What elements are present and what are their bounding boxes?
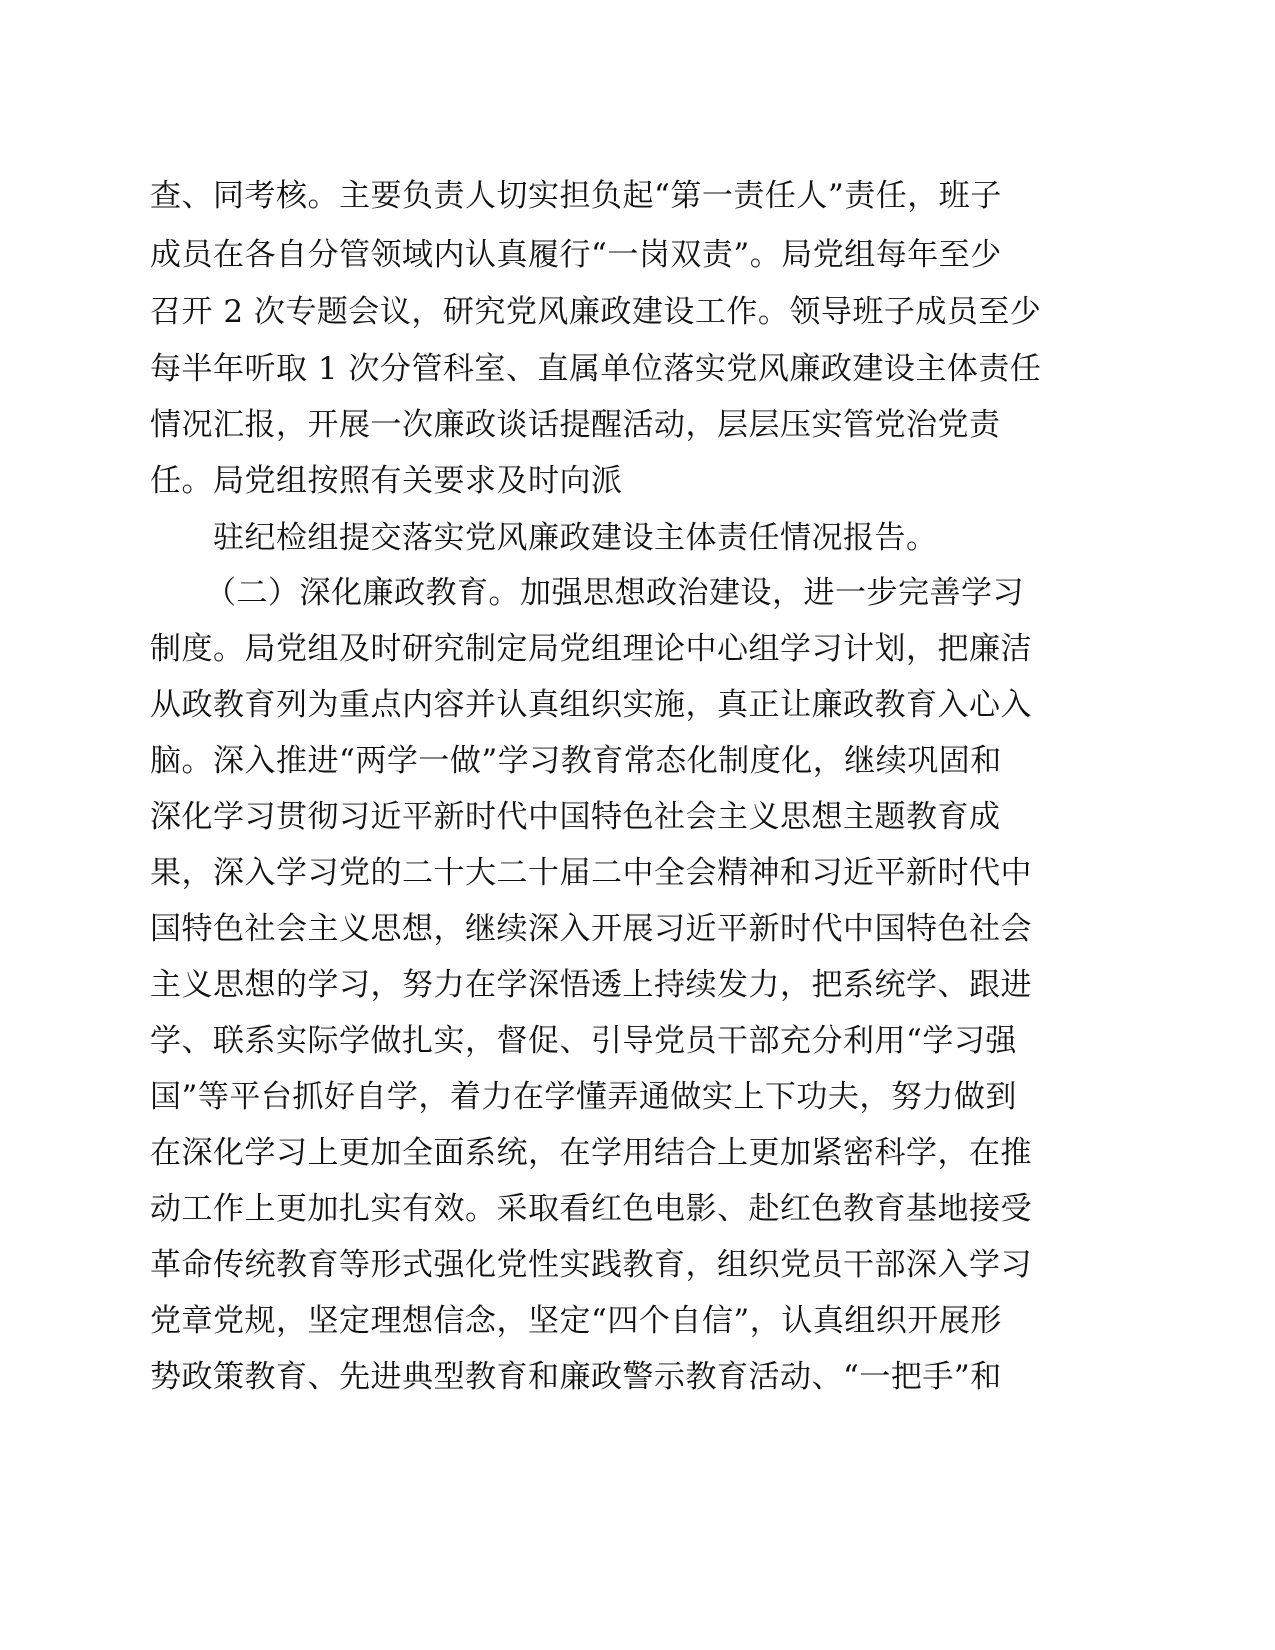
text-line: 从政教育列为重点内容并认真组织实施，真正让廉政教育入心入 (150, 687, 1032, 723)
text-line: 在深化学习上更加全面系统，在学用结合上更加紧密科学，在推 (150, 1135, 1032, 1171)
text-line: 国”等平台抓好自学，着力在学懂弄通做实上下功夫，努力做到 (150, 1079, 1017, 1115)
text-line: 召开 2 次专题会议，研究党风廉政建设工作。领导班子成员至少 (150, 294, 1042, 330)
paragraph-first-line: 驻纪检组提交落实党风廉政建设主体责任情况报告。 (213, 520, 938, 556)
text-line: 革命传统教育等形式强化党性实践教育，组织党员干部深入学习 (150, 1247, 1032, 1283)
text-line: 动工作上更加扎实有效。采取看红色电影、赴红色教育基地接受 (150, 1191, 1032, 1227)
text-line: 情况汇报，开展一次廉政谈话提醒活动，层层压实管党治党责 (150, 407, 1001, 443)
text-line: 查、同考核。主要负责人切实担负起“第一责任人”责任，班子 (150, 178, 1002, 214)
text-line: 脑。深入推进“两学一做”学习教育常态化制度化，继续巩固和 (150, 743, 1002, 779)
text-line: 制度。局党组及时研究制定局党组理论中心组学习计划，把廉洁 (150, 631, 1032, 667)
section-heading-line: （二）深化廉政教育。加强思想政治建设，进一步完善学习 (205, 575, 1024, 611)
text-line: 国特色社会主义思想，继续深入开展习近平新时代中国特色社会 (150, 911, 1032, 947)
text-line: 势政策教育、先进典型教育和廉政警示教育活动、“一把手”和 (150, 1359, 1002, 1395)
text-line: 每半年听取 1 次分管科室、直属单位落实党风廉政建设主体责任 (150, 351, 1042, 387)
text-line: 果，深入学习党的二十大二十届二中全会精神和习近平新时代中 (150, 855, 1032, 891)
text-line: 深化学习贯彻习近平新时代中国特色社会主义思想主题教育成 (150, 799, 1001, 835)
text-line: 任。局党组按照有关要求及时向派 (150, 463, 623, 499)
text-line: 主义思想的学习，努力在学深悟透上持续发力，把系统学、跟进 (150, 967, 1032, 1003)
text-line: 学、联系实际学做扎实，督促、引导党员干部充分利用“学习强 (150, 1023, 1017, 1059)
text-line: 成员在各自分管领域内认真履行“一岗双责”。局党组每年至少 (150, 237, 1002, 273)
text-line: 党章党规，坚定理想信念，坚定“四个自信”，认真组织开展形 (150, 1303, 1002, 1339)
